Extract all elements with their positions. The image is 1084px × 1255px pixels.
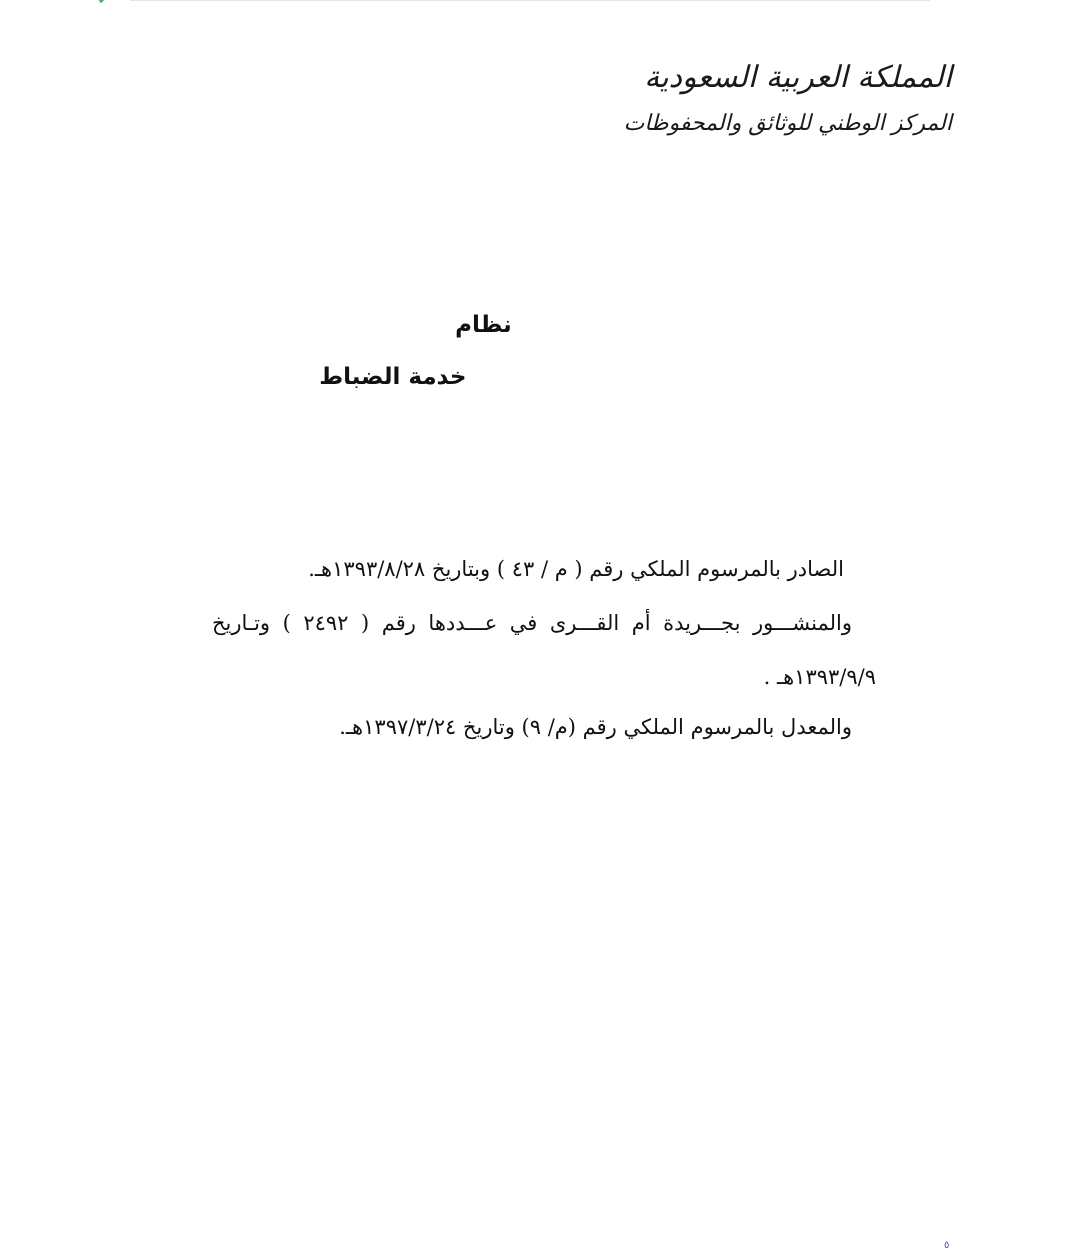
title-text-nizam: نظام — [455, 312, 512, 338]
body-amended-decree-line: والمعدل بالمرسوم الملكي رقم (م/ ٩) وتاريخ ١٣٩٧/٣/٢٤هـ. — [339, 715, 852, 739]
corner-check-mark-icon — [96, 0, 110, 4]
body-published-date-line: ١٣٩٣/٩/٩هـ . — [763, 665, 876, 689]
scan-top-edge — [130, 0, 930, 1]
page-number-mark: ٥ — [944, 1240, 950, 1251]
body-issued-decree-line: الصادر بالمرسوم الملكي رقم ( م / ٤٣ ) وبتاريخ ١٣٩٣/٨/٢٨هـ. — [308, 557, 844, 581]
body-published-gazette-line: والمنشـــور بجـــريدة أم القـــرى في عـــددها رقم ( ٢٤٩٢ ) وتـاريخ — [212, 611, 852, 635]
letterhead-center-name: المركز الوطني للوثائق والمحفوظات — [623, 111, 952, 136]
letterhead-kingdom-name: المملكة العربية السعودية — [644, 60, 952, 95]
letterhead — [624, 58, 952, 140]
title-text-officers-service: خدمة الضباط — [319, 364, 467, 390]
